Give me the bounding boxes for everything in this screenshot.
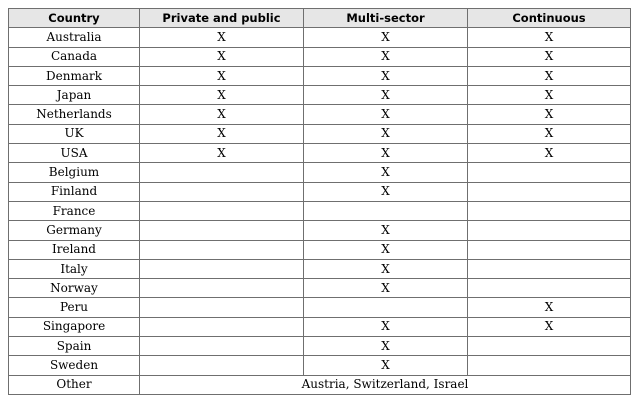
table-row [9, 86, 631, 105]
table-row [9, 105, 631, 124]
private-public-cell: X [140, 105, 304, 124]
private-public-cell [140, 298, 304, 317]
continuous-cell [468, 182, 631, 201]
table-row [9, 337, 631, 356]
header-multi-sector: Multi-sector [304, 9, 468, 28]
private-public-cell [140, 201, 304, 220]
table-header-row [9, 9, 631, 28]
table-row [9, 66, 631, 85]
header-private-and-public: Private and public [140, 9, 304, 28]
continuous-cell: X [468, 86, 631, 105]
country-cell: Sweden [9, 356, 140, 375]
multi-sector-cell [304, 201, 468, 220]
country-cell: Belgium [9, 163, 140, 182]
multi-sector-cell: X [304, 259, 468, 278]
private-public-cell: X [140, 86, 304, 105]
country-cell: Denmark [9, 66, 140, 85]
other-countries-cell: Austria, Switzerland, Israel [140, 375, 631, 394]
private-public-cell [140, 221, 304, 240]
continuous-cell [468, 279, 631, 298]
table-row [9, 240, 631, 259]
continuous-cell: X [468, 66, 631, 85]
private-public-cell: X [140, 144, 304, 163]
multi-sector-cell: X [304, 317, 468, 336]
country-cell: Ireland [9, 240, 140, 259]
private-public-cell: X [140, 47, 304, 66]
multi-sector-cell: X [304, 124, 468, 143]
private-public-cell: X [140, 124, 304, 143]
table-row [9, 28, 631, 47]
country-cell: USA [9, 144, 140, 163]
continuous-cell: X [468, 317, 631, 336]
country-cell: Norway [9, 279, 140, 298]
continuous-cell [468, 201, 631, 220]
continuous-cell: X [468, 298, 631, 317]
table-row [9, 221, 631, 240]
table-row [9, 163, 631, 182]
multi-sector-cell: X [304, 337, 468, 356]
multi-sector-cell: X [304, 105, 468, 124]
continuous-cell: X [468, 28, 631, 47]
header-country: Country [9, 9, 140, 28]
table-row [9, 47, 631, 66]
multi-sector-cell [304, 298, 468, 317]
country-cell: Italy [9, 259, 140, 278]
continuous-cell [468, 240, 631, 259]
country-comparison-table-container [8, 8, 631, 395]
private-public-cell [140, 163, 304, 182]
private-public-cell: X [140, 66, 304, 85]
table-row [9, 201, 631, 220]
continuous-cell [468, 337, 631, 356]
private-public-cell [140, 279, 304, 298]
country-cell: Australia [9, 28, 140, 47]
continuous-cell: X [468, 124, 631, 143]
continuous-cell: X [468, 47, 631, 66]
continuous-cell [468, 259, 631, 278]
table-row [9, 182, 631, 201]
table-body [9, 28, 631, 395]
multi-sector-cell: X [304, 240, 468, 259]
country-cell: Finland [9, 182, 140, 201]
multi-sector-cell: X [304, 356, 468, 375]
country-comparison-table [8, 8, 631, 395]
country-cell: UK [9, 124, 140, 143]
continuous-cell: X [468, 105, 631, 124]
multi-sector-cell: X [304, 66, 468, 85]
country-cell: Japan [9, 86, 140, 105]
private-public-cell: X [140, 28, 304, 47]
country-cell: France [9, 201, 140, 220]
table-row [9, 279, 631, 298]
country-cell: Singapore [9, 317, 140, 336]
continuous-cell [468, 356, 631, 375]
country-cell: Netherlands [9, 105, 140, 124]
multi-sector-cell: X [304, 28, 468, 47]
table-row [9, 298, 631, 317]
multi-sector-cell: X [304, 163, 468, 182]
private-public-cell [140, 337, 304, 356]
country-cell: Peru [9, 298, 140, 317]
table-row [9, 259, 631, 278]
multi-sector-cell: X [304, 221, 468, 240]
header-continuous: Continuous [468, 9, 631, 28]
continuous-cell: X [468, 144, 631, 163]
table-row [9, 144, 631, 163]
multi-sector-cell: X [304, 144, 468, 163]
table-row-other [9, 375, 631, 394]
private-public-cell [140, 182, 304, 201]
private-public-cell [140, 259, 304, 278]
continuous-cell [468, 221, 631, 240]
private-public-cell [140, 240, 304, 259]
country-cell: Spain [9, 337, 140, 356]
country-cell: Canada [9, 47, 140, 66]
multi-sector-cell: X [304, 182, 468, 201]
multi-sector-cell: X [304, 86, 468, 105]
continuous-cell [468, 163, 631, 182]
multi-sector-cell: X [304, 47, 468, 66]
other-label-cell: Other [9, 375, 140, 394]
country-cell: Germany [9, 221, 140, 240]
table-row [9, 124, 631, 143]
private-public-cell [140, 317, 304, 336]
private-public-cell [140, 356, 304, 375]
table-row [9, 356, 631, 375]
table-row [9, 317, 631, 336]
multi-sector-cell: X [304, 279, 468, 298]
